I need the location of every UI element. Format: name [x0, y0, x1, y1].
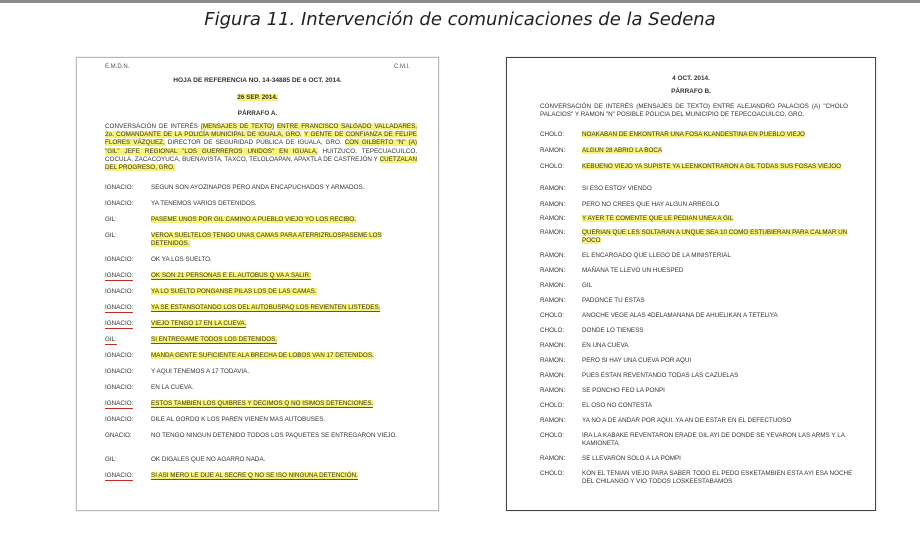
top-border-line	[0, 0, 920, 3]
doc-b-intro: CONVERSACIÓN DE INTERÉS (MENSAJES DE TEXTO) ENTRE ALEJANDRO PALACIOS (A) "CHOLO PALACIOS" Y RAMON "N" POSIBLE POLICIA DEL MUNICIPIO DE TEPECOACUILCO, GRO.	[540, 103, 848, 119]
doc-b-paragraph-label: PÁRRAFO B.	[671, 88, 711, 95]
doc-a-paragraph-label: PÁRRAFO A.	[237, 110, 278, 117]
document-paragraph-a: E.M.D.N. C.M.I. HOJA DE REFERENCIA NO. 14-34885 DE 6 OCT. 2014. 26 SEP. 2014. PÁRRAFO A. CONVERSACIÓN DE INTERÉS (MENSAJES DE TEXTO) ENTRE FRANCISCO SALGADO VALLADARES, 2o. COMANDANTE DE LA POLICÍA MUNICIPAL DE IGUALA, GRO. Y GENTE DE CONFIANZA DE FELIPE FLORES VÁZQUEZ, DIRECTOR DE SEGURIDAD PÚBLICA DE IGUALA, GRO. CON GILBERTO "N" (A) "GIL" JEFE REGIONAL "LOS GUERREROS UNIDOS" EN IGUALA, HUITZUCO, TEPECUACUILCO, COCULA, ZACACOYUCA, BUENAVISTA, TAXCO, TELOLOAPAN, APAXTLA DE CASTREJÓN Y CUETZALAN DEL PROGRESO, GRO. IGNACIO: SEGUN SON AYOZINAPOS PERO ANDA ENCAPUCHADOS Y ARMADOS. IGNACIO: YA TENEMOS VARIOS DETENIDOS. GIL: PASEME UNOS POR GIL CAMINO A PUEBLO VIEJO YO LOS RECIBO. GIL: VEROA SUELTELOS TENGO UNAS CAMAS PARA ATERRIZRLOSPASEME LOS DETENIDOS. IGNACIO: OK YA LOS SUELTO. IGNACIO: OK SON 21 PERSONAS E EL AUTOBUS Q VA A SALIR. IGNACIO: YA LO SUELTO PONGANSE PILAS LOS DE LAS CAMAS. IGNACIO: YA SE ESTANSOTANDO LOS DEL AUTOBUSPAQ LOS REVIENTEN LISTEDES. IGNACIO: VIEJO TENGO 17 EN LA CUEVA. GIL: SI ENTREGAME TODOS LOS DETENIDOS. IGNACIO: MANDA GENTE SUFICIENTE ALA BRECHA DE LOBOS VAN 17 DETENIDOS. IGNACIO: Y AQUI TENEMOS A 17 TODAVIA. IGNACIO: EN LA CUEVA. IGNACIO: ESTOS TAMBIEN LOS QUIBRES Y DECIMOS Q NO ISIMOS DETENCIONES. IGNACIO: DILE AL GORDO K LOS PAREN VIENEN MAS AUTOBUSES. GNACIO: NO TENGO NINGUN DETENIDO TODOS LOS PAQUETES SE ENTREGARON VIEJO. GIL: OK DIGALES QUE NO AGARRO NADA. IGNACIO: SI ASI MERO LE DIJE AL SECRE Q NO SE ISO NINGUNA DETENCIÓN.	[76, 57, 439, 511]
doc-a-intro: CONVERSACIÓN DE INTERÉS (MENSAJES DE TEXTO) ENTRE FRANCISCO SALGADO VALLADARES, 2o. COMANDANTE DE LA POLICÍA MUNICIPAL DE IGUALA, GRO. Y GENTE DE CONFIANZA DE FELIPE FLORES VÁZQUEZ, DIRECTOR DE SEGURIDAD PÚBLICA DE IGUALA, GRO. CON GILBERTO "N" (A) "GIL" JEFE REGIONAL "LOS GUERREROS UNIDOS" EN IGUALA, HUITZUCO, TEPECUACUILCO, COCULA, ZACACOYUCA, BUENAVISTA, TAXCO, TELOLOAPAN, APAXTLA DE CASTREJÓN Y CUETZALAN DEL PROGRESO, GRO.	[105, 123, 418, 172]
doc-a-header: HOJA DE REFERENCIA NO. 14-34885 DE 6 OCT. 2014.	[173, 77, 342, 84]
doc-a-date: 26 SEP. 2014.	[237, 94, 278, 101]
document-paragraph-b: 4 OCT. 2014. PÁRRAFO B. CONVERSACIÓN DE INTERÉS (MENSAJES DE TEXTO) ENTRE ALEJANDRO PALACIOS (A) "CHOLO PALACIOS" Y RAMON "N" POSIBLE POLICIA DEL MUNICIPIO DE TEPECOACUILCO, GRO. CHOLO: NOAKABAN DE ENKONTRAR UNA FOSA KLANDESTINA EN PUEBLO VIEJO RAMON: ALGUN 28 ABRIO LA BOCA CHOLO: KEBUENO VIEJO YA SUPISTE YA LEENKONTRARON A GIL TODAS SUS FOSAS VIEJOO RAMON: SI ESO ESTOY VIENDO RAMON: PERO NO CREES QUE HAY ALGUN ARREGLO RAMON: Y AYER TE COMENTE QUE LE PEDIAN UNEA A GIL RAMON: QUERIAN QUE LES SOLTARAN A UNQUE SEA 10 COMO ESTUBIERAN PARA CALMAR UN POCO RAMON: EL ENCARGADO QUE LLEGO DE LA MINISTERIAL RAMON: MAÑANA TE LLEVO UN HUESPED RAMON: GIL RAMON: PADONCE TU ESTAS CHOLO: ANOCHE VEGE ALAS 4DELAMANANA DE AHUELIKAN A TETELIYA CHOLO: DONDE LO TIENESS RAMON: EN UNA CUEVA RAMON: PERO SI HAY UNA CUEVA POR AQUI RAMON: PUES ESTAN REVENTANDO TODAS LAS CAZUELAS RAMON: SE PONCHO FEO LA PONPI CHOLO: EL OSO NO CONTESTA RAMON: YA NO A DE ANDAR POR AQUI. YA AN DE ESTAR EN EL DEFECTUOSO CHOLO: IRA LA KABAKE REVENTARON ERADE GIL AYI DE DONDE SE YEVARON LAS ARMS Y LA KAMIONETA RAMON: SE LLEVARON SOLO A LA POMPI CHOLO: KON EL TENIAN VIEJO PARA SABER TODO EL PEDO ESKETAMBIEN ESTA AYI ESA NOCHE DEL CHILANGO Y VIO TODOS LOSKEESTABAMOS	[506, 57, 876, 511]
doc-b-date: 4 OCT. 2014.	[672, 75, 710, 82]
figure-title: Figura 11. Intervención de comunicaciones de la Sedena	[204, 9, 716, 30]
doc-a-corner-right: C.M.I.	[394, 64, 410, 70]
doc-a-corner-left: E.M.D.N.	[105, 64, 130, 70]
